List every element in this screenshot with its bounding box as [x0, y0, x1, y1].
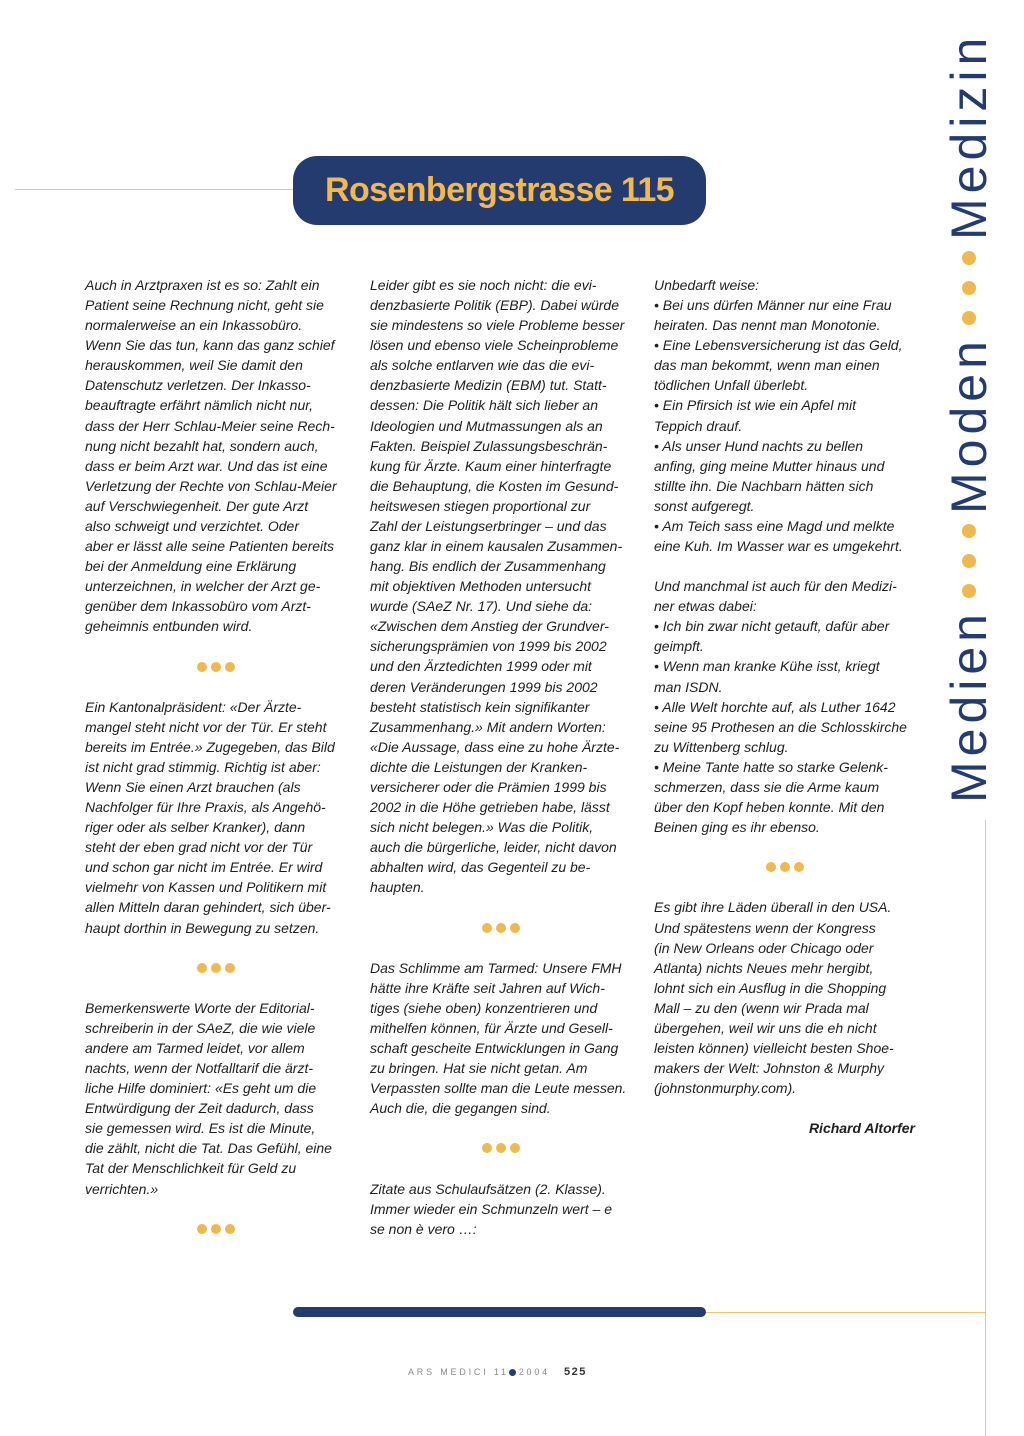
- text-line: vielmehr von Kassen und Politikern mit: [85, 879, 327, 896]
- separator-dots: [370, 918, 632, 938]
- text-line: liche Hilfe dominiert: «Es geht um die: [85, 1080, 317, 1097]
- column-right: [654, 275, 915, 1138]
- text-line: schmerzen, dass sie die Arme kaum: [654, 778, 880, 795]
- text-line: und den Ärztedichten 1999 oder mit: [370, 658, 592, 675]
- dot: [766, 862, 776, 872]
- text-line: • Ein Pfirsich ist wie ein Apfel mit: [654, 397, 857, 414]
- text-line: denzbasierte Politik (EBP). Dabei würde: [370, 297, 620, 314]
- text-line: • Meine Tante hatte so starke Gelenk-: [654, 758, 888, 775]
- text-line: lösen und ebenso viele Scheinprobleme: [370, 337, 619, 354]
- paragraph: [85, 275, 347, 636]
- text-line: dichte die Leistungen der Kranken-: [370, 758, 588, 775]
- dot: [496, 923, 506, 933]
- spacer: [85, 938, 347, 958]
- spacer: [85, 677, 347, 697]
- separator-dots: [370, 1138, 632, 1158]
- text-line: aber er lässt alle seine Patienten bereits: [85, 538, 335, 555]
- text-line: als solche entlarven wie das die evi-: [370, 357, 595, 374]
- text-line: Unbedarft weise:: [654, 277, 760, 293]
- text-line: auch die bürgerliche, leider, nicht davon: [370, 839, 617, 856]
- right-rule-vertical: [985, 820, 986, 1436]
- text-line: sonst aufgeregt.: [654, 497, 755, 514]
- text-line: mangel steht nicht vor der Tür. Er steht: [85, 718, 327, 735]
- footer-dot-icon: [509, 1369, 516, 1376]
- text-line: • Am Teich sass eine Magd und melkte: [654, 517, 895, 534]
- dot: [962, 524, 976, 538]
- text-line: kung für Ärzte. Kaum einer hinterfragte: [370, 457, 612, 474]
- text-line: • Bei uns dürfen Männer nur eine Frau: [654, 297, 892, 314]
- separator-dots: [654, 857, 915, 877]
- text-line: bei der Anmeldung eine Erklärung: [85, 558, 297, 575]
- text-line: haupten.: [370, 879, 425, 896]
- text-line: man ISDN.: [654, 678, 723, 695]
- spacer: [654, 1098, 915, 1118]
- paragraph: [654, 275, 915, 556]
- text-line: Und manchmal ist auch für den Medizi-: [654, 578, 897, 595]
- text-line: Ideologien und Mutmassungen als an: [370, 417, 603, 434]
- section-word-medien: Medien: [941, 609, 997, 803]
- text-line: wurde (SAeZ Nr. 17). Und siehe da:: [370, 598, 593, 615]
- dot: [962, 251, 976, 265]
- text-line: sicherungsprämien von 1999 bis 2002: [370, 638, 607, 655]
- text-line: sich nicht belegen.» Was die Politik,: [370, 819, 594, 836]
- spacer: [370, 897, 632, 917]
- text-line: sie gemessen wird. Es ist die Minute,: [85, 1120, 316, 1137]
- dot: [197, 963, 207, 973]
- text-line: Zusammenhang.» Mit andern Worten:: [370, 718, 606, 735]
- text-line: denzbasierte Medizin (EBM) tut. Statt-: [370, 377, 607, 394]
- dot: [962, 281, 976, 295]
- page-title: Rosenbergstrasse 115: [325, 171, 674, 209]
- spacer: [370, 1158, 632, 1178]
- text-line: deren Veränderungen 1999 bis 2002: [370, 678, 598, 695]
- text-line: Nachfolger für Ihre Praxis, als Angehö-: [85, 799, 326, 816]
- text-line: schaft gescheite Entwicklungen in Gang: [370, 1039, 619, 1056]
- dot: [780, 862, 790, 872]
- text-line: Atlanta) nichts Neues mehr hergibt,: [654, 959, 874, 976]
- text-line: genüber dem Inkassobüro vom Arzt-: [85, 598, 311, 615]
- text-line: Tat der Menschlichkeit für Geld zu: [85, 1160, 297, 1177]
- separator-dots: [85, 958, 347, 978]
- text-line: schreiberin in der SAeZ, die wie viele: [85, 1019, 316, 1036]
- text-line: dass er beim Arzt war. Und das ist eine: [85, 457, 328, 474]
- text-line: lohnt sich ein Ausflug in die Shopping: [654, 979, 887, 996]
- text-line: eine Kuh. Im Wasser war es umgekehrt.: [654, 538, 903, 555]
- text-line: also schweigt und verzichtet. Oder: [85, 517, 299, 534]
- text-line: normalerweise an ein Inkassobüro.: [85, 317, 303, 334]
- text-line: se non è vero …:: [370, 1220, 477, 1237]
- text-line: • Ich bin zwar nicht getauft, dafür aber: [654, 618, 890, 635]
- text-line: Immer wieder ein Schmunzeln wert – e: [370, 1200, 612, 1217]
- text-line: Zitate aus Schulaufsätzen (2. Klasse).: [370, 1180, 606, 1197]
- dot: [482, 923, 492, 933]
- text-line: hätte ihre Kräfte seit Jahren auf Wich-: [370, 979, 605, 996]
- column-middle: [370, 275, 632, 1239]
- text-line: «Zwischen dem Anstieg der Grundver-: [370, 618, 609, 635]
- paragraph: [370, 1179, 632, 1239]
- text-line: verrichten.»: [85, 1180, 159, 1197]
- text-line: andere am Tarmed leidet, vor allem: [85, 1039, 305, 1056]
- page-number: 525: [563, 1366, 587, 1378]
- text-line: über den Kopf heben konnte. Mit den: [654, 799, 885, 816]
- text-line: Wenn Sie einen Arzt brauchen (als: [85, 778, 301, 795]
- text-line: anfing, ging meine Mutter hinaus und: [654, 457, 885, 474]
- dot: [225, 963, 235, 973]
- text-line: Das Schlimme am Tarmed: Unsere FMH: [370, 959, 622, 976]
- spacer: [85, 1199, 347, 1219]
- text-line: mit objektiven Methoden untersucht: [370, 578, 592, 595]
- paragraph: [370, 275, 632, 897]
- text-line: • Eine Lebensversicherung ist das Geld,: [654, 337, 903, 354]
- text-line: Entwürdigung der Zeit dadurch, dass: [85, 1100, 314, 1117]
- dot: [482, 1143, 492, 1153]
- section-dots: [962, 251, 976, 325]
- text-line: Auch die, die gegangen sind.: [370, 1100, 551, 1117]
- text-line: geheimnis entbunden wird.: [85, 618, 253, 635]
- dot: [197, 662, 207, 672]
- text-line: Und spätestens wenn der Kongress: [654, 919, 876, 936]
- text-line: hang. Bis endlich der Zusammenhang: [370, 558, 606, 575]
- title-rule-left: [15, 189, 295, 190]
- text-line: heiraten. Das nennt man Monotonie.: [654, 317, 881, 334]
- spacer: [370, 938, 632, 958]
- text-line: geimpft.: [654, 638, 704, 655]
- paragraph: [85, 697, 347, 938]
- text-line: dass der Herr Schlau-Meier seine Rech-: [85, 417, 335, 434]
- text-line: (johnstonmurphy.com).: [654, 1080, 797, 1097]
- text-line: steht der eben grad nicht vor der Tür: [85, 839, 313, 856]
- paragraph: [654, 576, 915, 837]
- text-line: nung nicht bezahlt hat, sondern auch,: [85, 437, 319, 454]
- text-line: nachts, wenn der Notfalltarif die ärzt-: [85, 1060, 313, 1077]
- text-line: Patient seine Rechnung nicht, geht sie: [85, 297, 324, 314]
- bottom-bar: [293, 1307, 706, 1317]
- section-label: [941, 33, 997, 803]
- text-line: Mall – zu den (wenn wir Prada mal: [654, 999, 869, 1016]
- paragraph: [654, 897, 915, 1098]
- text-line: stillte ihn. Die Nachbarn hätten sich: [654, 477, 874, 494]
- text-line: haupt dorthin in Bewegung zu setzen.: [85, 919, 320, 936]
- dot: [510, 1143, 520, 1153]
- text-line: die Behauptung, die Kosten im Gesund-: [370, 477, 619, 494]
- bottom-rule-right: [706, 1312, 986, 1313]
- text-line: zu bringen. Hat sie nicht getan. Am: [370, 1060, 588, 1077]
- dot: [962, 311, 976, 325]
- spacer: [654, 837, 915, 857]
- text-line: Zahl der Leistungserbringer – und das: [370, 517, 607, 534]
- spacer: [370, 1118, 632, 1138]
- text-line: • Alle Welt horchte auf, als Luther 1642: [654, 698, 896, 715]
- text-line: Leider gibt es sie noch nicht: die evi-: [370, 277, 597, 293]
- text-line: Beinen ging es ihr ebenso.: [654, 819, 820, 836]
- text-line: mithelfen können, für Ärzte und Gesell-: [370, 1019, 613, 1036]
- text-line: Datenschutz verletzen. Der Inkasso-: [85, 377, 311, 394]
- text-line: allen Mitteln daran gehindert, sich über-: [85, 899, 331, 916]
- text-line: 2002 in die Höhe getrieben habe, lässt: [370, 799, 610, 816]
- text-line: bereits im Entrée.» Zugegeben, das Bild: [85, 738, 335, 755]
- text-line: zu Wittenberg schlug.: [654, 738, 789, 755]
- text-line: riger oder als selber Kranker), dann: [85, 819, 306, 836]
- separator-dots: [85, 656, 347, 676]
- dot: [211, 662, 221, 672]
- text-line: seine 95 Prothesen an die Schlosskirche: [654, 718, 907, 735]
- text-line: das man bekommt, wenn man einen: [654, 357, 880, 374]
- paragraph: [370, 958, 632, 1119]
- text-line: und schon gar nicht im Entrée. Er wird: [85, 859, 323, 876]
- text-line: makers der Welt: Johnston & Murphy: [654, 1060, 885, 1077]
- text-line: besteht statistisch kein signifikanter: [370, 698, 590, 715]
- text-line: auf Verschwiegenheit. Der gute Arzt: [85, 497, 309, 514]
- dot: [225, 662, 235, 672]
- column-left: [85, 275, 347, 1239]
- text-line: versicherer oder die Prämien 1999 bis: [370, 778, 607, 795]
- dot: [510, 923, 520, 933]
- text-line: Fakten. Beispiel Zulassungsbeschrän-: [370, 437, 608, 454]
- text-line: ist nicht grad stimmig. Richtig ist aber:: [85, 758, 321, 775]
- section-word-moden: Moden: [941, 335, 997, 514]
- page-footer: [408, 1366, 587, 1378]
- text-line: Wenn Sie das tun, kann das ganz schief: [85, 337, 335, 354]
- text-line: Teppich drauf.: [654, 417, 743, 434]
- journal-year: 2004: [518, 1367, 550, 1377]
- text-line: übergehen, weil wir uns die eh nicht: [654, 1019, 877, 1036]
- author-name: Richard Altorfer: [808, 1120, 915, 1137]
- section-dots: [962, 524, 976, 598]
- text-line: heitswesen stiegen proportional zur: [370, 497, 591, 514]
- dot: [962, 584, 976, 598]
- dot: [211, 963, 221, 973]
- text-line: ner etwas dabei:: [654, 598, 757, 615]
- spacer: [654, 556, 915, 576]
- title-box: [293, 156, 706, 225]
- text-line: Auch in Arztpraxen ist es so: Zahlt ein: [85, 277, 320, 293]
- text-line: dessen: Die Politik hält sich lieber an: [370, 397, 599, 414]
- dot: [197, 1224, 207, 1234]
- text-line: Verpassten sollte man die Leute messen.: [370, 1080, 627, 1097]
- journal-issue: ARS MEDICI 11: [408, 1367, 509, 1377]
- text-line: unterzeichnen, in welcher der Arzt ge-: [85, 578, 321, 595]
- text-line: (in New Orleans oder Chicago oder: [654, 939, 874, 956]
- spacer: [85, 636, 347, 656]
- section-word-medizin: Medizin: [941, 33, 997, 241]
- text-line: herauskommen, weil Sie damit den: [85, 357, 303, 374]
- paragraph: [85, 998, 347, 1199]
- text-line: abhalten wird, das Gegenteil zu be-: [370, 859, 591, 876]
- text-line: «Die Aussage, dass eine zu hohe Ärzte-: [370, 738, 620, 755]
- text-line: leisten können) vielleicht besten Shoe-: [654, 1039, 894, 1056]
- dot: [225, 1224, 235, 1234]
- dot: [496, 1143, 506, 1153]
- text-line: die zählt, nicht die Tat. Das Gefühl, eine: [85, 1140, 332, 1157]
- text-line: • Wenn man kranke Kühe isst, kriegt: [654, 658, 880, 675]
- separator-dots: [85, 1219, 347, 1239]
- spacer: [654, 877, 915, 897]
- text-line: Verletzung der Rechte von Schlau-Meier: [85, 477, 337, 494]
- text-line: Ein Kantonalpräsident: «Der Ärzte-: [85, 698, 302, 715]
- text-line: tiges (siehe oben) konzentrieren und: [370, 999, 598, 1016]
- text-line: tödlichen Unfall überlebt.: [654, 377, 809, 394]
- dot: [794, 862, 804, 872]
- dot: [211, 1224, 221, 1234]
- dot: [962, 554, 976, 568]
- spacer: [85, 978, 347, 998]
- text-line: sie mindestens so viele Probleme besser: [370, 317, 625, 334]
- text-line: Bemerkenswerte Worte der Editorial-: [85, 999, 315, 1016]
- text-line: beauftragte erfährt nämlich nicht nur,: [85, 397, 314, 414]
- text-line: • Als unser Hund nachts zu bellen: [654, 437, 864, 454]
- text-line: ganz klar in einem kausalen Zusammen-: [370, 538, 623, 555]
- text-line: Es gibt ihre Läden überall in den USA.: [654, 899, 892, 916]
